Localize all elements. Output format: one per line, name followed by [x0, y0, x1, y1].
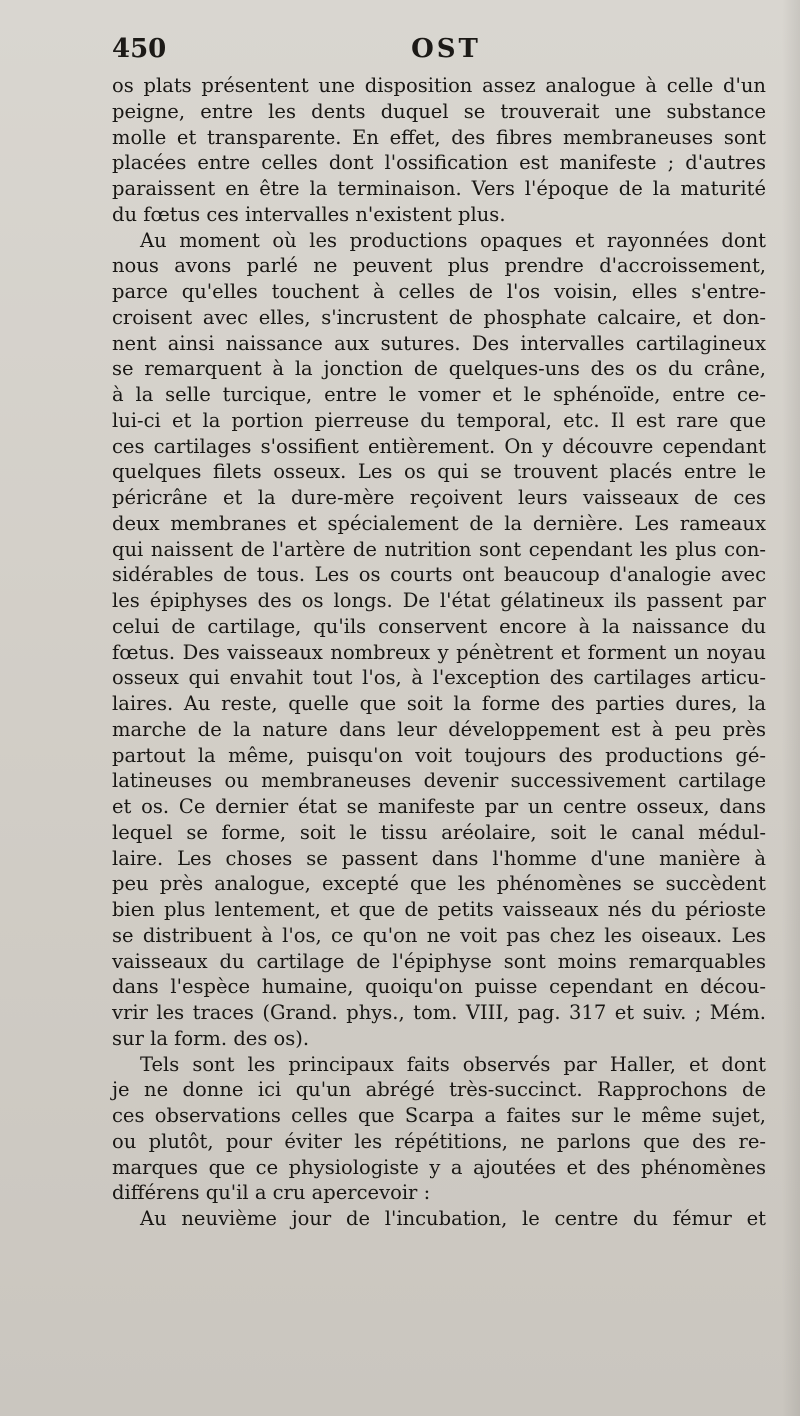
text-line: celui de cartilage, qu'ils conservent encore à la naissance du — [112, 614, 766, 638]
text-line: molle et transparente. En effet, des fibres membraneuses sont — [112, 125, 766, 149]
text-line: quelques filets osseux. Les os qui se trouvent placés entre le — [112, 460, 766, 484]
text-line: peu près analogue, excepté que les phénomènes se succèdent — [112, 872, 766, 896]
text-line: os plats présentent une disposition assez analogue à celle d'un — [112, 74, 766, 97]
text-line: croisent avec elles, s'incrustent de phosphate calcaire, et don- — [112, 305, 766, 329]
text-line: ces observations celles que Scarpa a faites sur le même sujet, — [112, 1104, 766, 1127]
text-line: vrir les traces (Grand. phys., tom. VIII, pag. 317 et suiv. ; Mém. — [112, 1001, 766, 1024]
text-line: partout la même, puisqu'on voit toujours des productions gé- — [112, 743, 766, 767]
text-line: différens qu'il a cru apercevoir : — [112, 1181, 431, 1205]
text-line: les épiphyses des os longs. De l'état gélatineux ils passent par — [112, 589, 766, 612]
text-line: dans l'espèce humaine, quoiqu'on puisse cependant en décou- — [112, 975, 766, 999]
text-line: je ne donne ici qu'un abrégé très-succinct. Rapprochons de — [112, 1078, 766, 1102]
text-line: ces cartilages s'ossifient entièrement. On y découvre cependant — [112, 434, 766, 458]
text-line: marche de la nature dans leur développement est à peu près — [112, 717, 766, 741]
text-line: vaisseaux du cartilage de l'épiphyse sont moins remarquables — [112, 949, 766, 973]
page-edge-shadow — [782, 0, 800, 1416]
text-line: qui naissent de l'artère de nutrition sont cependant les plus con- — [112, 537, 766, 561]
text-line: péricrâne et la dure-mère reçoivent leurs vaisseaux de ces — [112, 486, 766, 509]
text-line: laires. Au reste, quelle que soit la forme des parties dures, la — [112, 692, 766, 715]
text-line: se remarquent à la jonction de quelques-uns des os du crâne, — [112, 357, 766, 381]
text-line: Au moment où les productions opaques et rayonnées dont — [140, 228, 766, 252]
page-number: 450 — [112, 34, 167, 64]
text-line: et os. Ce dernier état se manifeste par un centre osseux, dans — [112, 795, 766, 818]
text-line: nous avons parlé ne peuvent plus prendre d'accroissement, — [112, 254, 766, 278]
text-line: paraissent en être la terminaison. Vers l'époque de la maturité — [112, 177, 766, 200]
text-line: laire. Les choses se passent dans l'homme d'une manière à — [112, 846, 766, 870]
text-line: fœtus. Des vaisseaux nombreux y pénètrent et forment un noyau — [112, 640, 766, 664]
text-line: sidérables de tous. Les os courts ont beaucoup d'analogie avec — [112, 563, 766, 587]
text-line: bien plus lentement, et que de petits vaisseaux nés du périoste — [112, 898, 766, 921]
body-text — [112, 73, 766, 1232]
text-line: sur la form. des os). — [112, 1026, 310, 1050]
running-head: OST — [411, 34, 481, 64]
text-line: nent ainsi naissance aux sutures. Des intervalles cartilagineux — [112, 331, 766, 355]
text-line: lui-ci et la portion pierreuse du temporal, etc. Il est rare que — [112, 408, 766, 432]
text-line: Au neuvième jour de l'incubation, le centre du fémur et — [140, 1207, 766, 1230]
text-line: placées entre celles dont l'ossification est manifeste ; d'autres — [112, 151, 766, 175]
text-line: peigne, entre les dents duquel se trouverait une substance — [112, 99, 766, 123]
page-header — [112, 34, 780, 74]
text-line: osseux qui envahit tout l'os, à l'exception des cartilages articu- — [112, 666, 766, 690]
text-line: parce qu'elles touchent à celles de l'os voisin, elles s'entre- — [112, 280, 766, 303]
text-line: marques que ce physiologiste y a ajoutées et des phénomènes — [112, 1155, 766, 1179]
text-line: deux membranes et spécialement de la dernière. Les rameaux — [112, 511, 766, 535]
text-line: latineuses ou membraneuses devenir successivement cartilage — [112, 769, 766, 793]
text-line: Tels sont les principaux faits observés par Haller, et dont — [140, 1052, 766, 1076]
text-line: à la selle turcique, entre le vomer et le sphénoïde, entre ce- — [112, 383, 766, 406]
text-line: ou plutôt, pour éviter les répétitions, ne parlons que des re- — [112, 1129, 766, 1153]
text-line: du fœtus ces intervalles n'existent plus. — [112, 202, 506, 226]
text-line: lequel se forme, soit le tissu aréolaire, soit le canal médul- — [112, 820, 766, 844]
text-line: se distribuent à l'os, ce qu'on ne voit pas chez les oiseaux. Les — [112, 923, 766, 947]
